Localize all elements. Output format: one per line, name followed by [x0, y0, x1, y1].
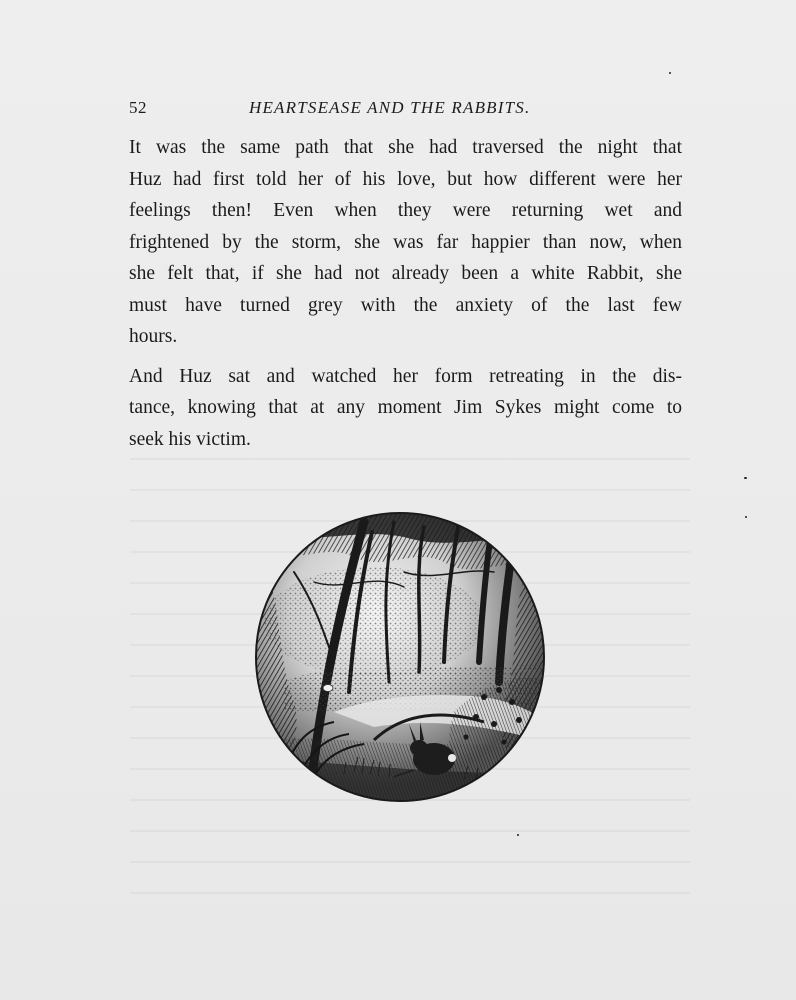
- text-line: must have turned grey with the anxiety of the last few: [129, 294, 682, 316]
- text-line: And Huz sat and watched her form retreating in the dis-: [129, 365, 682, 387]
- text-line: tance, knowing that at any moment Jim Sykes might come to: [129, 397, 682, 418]
- text-line: hours.: [129, 326, 178, 347]
- text-line: she felt that, if she had not already been a white Rabbit, she: [129, 263, 682, 284]
- woodland-rabbit-illustration: [254, 512, 546, 802]
- text-line: seek his victim.: [129, 428, 251, 450]
- paper-speck: [744, 477, 747, 479]
- paragraph-2: [129, 361, 682, 456]
- text-line: Huz had first told her of his love, but how different were her: [129, 168, 682, 190]
- paper-speck: [517, 834, 519, 836]
- text-line: It was the same path that she had traversed the night that: [129, 137, 682, 158]
- running-title: HEARTSEASE AND THE RABBITS.: [249, 98, 531, 117]
- running-head: [129, 98, 682, 120]
- body-text: [129, 132, 682, 455]
- page-number: 52: [129, 98, 147, 117]
- paper-speck: [669, 72, 671, 74]
- text-line: frightened by the storm, she was far happier than now, when: [129, 231, 682, 253]
- paragraph-1: [129, 132, 682, 353]
- paper-speck: [745, 516, 747, 518]
- text-line: feelings then! Even when they were returning wet and: [129, 200, 682, 221]
